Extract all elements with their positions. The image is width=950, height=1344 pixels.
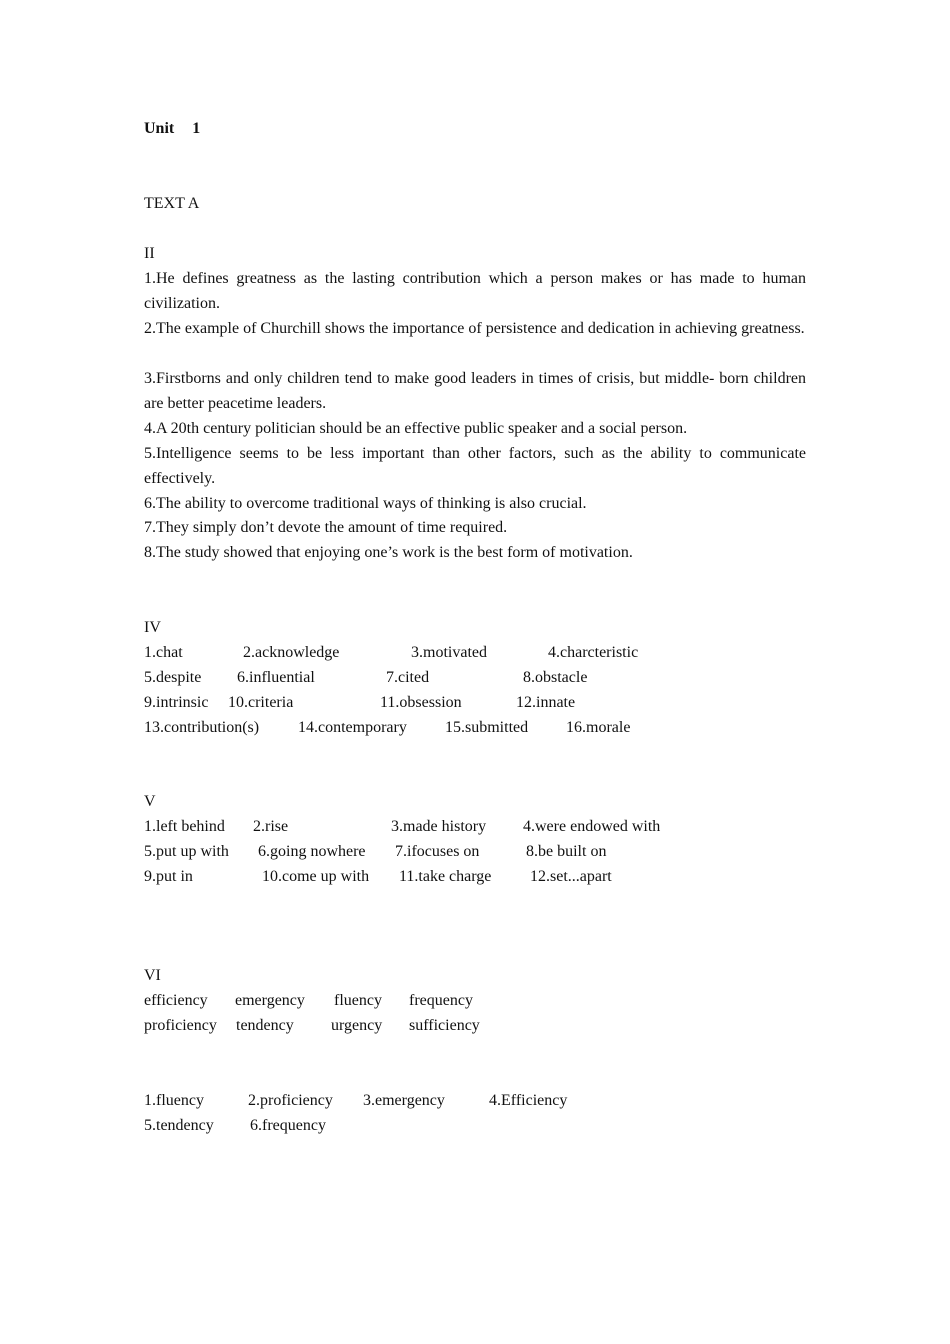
vocab-answer: 2.acknowledge <box>243 644 340 661</box>
phrase-answer: 4.were endowed with <box>523 818 661 835</box>
vocab-answer: 5.despite <box>144 669 202 686</box>
section-2-item-6: 6.The ability to overcome traditional ways of thinking is also crucial. <box>144 495 587 512</box>
word-form: proficiency <box>144 1017 217 1034</box>
section-2-item-5: 5.Intelligence seems to be less important than other factors, such as the ability to communicate effectively. <box>144 445 806 487</box>
section-6-heading: VI <box>144 967 161 984</box>
word-answer: 2.proficiency <box>248 1092 333 1109</box>
phrase-answer: 7.ifocuses on <box>395 843 480 860</box>
vocab-answer: 15.submitted <box>445 719 529 736</box>
section-2-item-2: 2.The example of Churchill shows the importance of persistence and dedication in achieving greatness. <box>144 320 805 337</box>
section-4-heading: IV <box>144 619 161 636</box>
word-answer: 6.frequency <box>250 1117 326 1134</box>
vocab-answer: 3.motivated <box>411 644 487 661</box>
phrase-answer: 10.come up with <box>262 868 370 885</box>
phrase-answer: 5.put up with <box>144 843 229 860</box>
word-form: fluency <box>334 992 382 1009</box>
section-2-item-1: 1.He defines greatness as the lasting contribution which a person makes or has made to human civilization. <box>144 270 806 312</box>
vocab-answer: 8.obstacle <box>523 669 588 686</box>
phrase-answer: 3.made history <box>391 818 487 835</box>
phrase-answer: 9.put in <box>144 868 193 885</box>
section-2-item-4: 4.A 20th century politician should be an effective public speaker and a social person. <box>144 420 688 437</box>
word-form: emergency <box>235 992 305 1009</box>
word-answer: 1.fluency <box>144 1092 204 1109</box>
phrase-answer: 12.set...apart <box>530 868 612 885</box>
phrase-answer: 11.take charge <box>399 868 492 885</box>
word-answer: 4.Efficiency <box>489 1092 568 1109</box>
vocab-answer: 10.criteria <box>228 694 294 711</box>
unit-title <box>144 116 200 141</box>
word-form: efficiency <box>144 992 208 1009</box>
unit-number: 1 <box>192 120 201 137</box>
vocab-answer: 9.intrinsic <box>144 694 209 711</box>
phrase-answer: 2.rise <box>253 818 289 835</box>
vocab-answer: 16.morale <box>566 719 631 736</box>
vocab-answer: 1.chat <box>144 644 183 661</box>
unit-label: Unit <box>144 120 175 137</box>
vocab-answer: 13.contribution(s) <box>144 719 260 736</box>
section-2-item-3: 3.Firstborns and only children tend to make good leaders in times of crisis, but middle- born children are better peacetime leaders. <box>144 370 806 412</box>
word-answer: 5.tendency <box>144 1117 214 1134</box>
section-5-heading: V <box>144 793 156 810</box>
vocab-answer: 7.cited <box>386 669 430 686</box>
vocab-answer: 4.charcteristic <box>548 644 639 661</box>
word-form: frequency <box>409 992 473 1009</box>
section-2-item-8: 8.The study showed that enjoying one’s work is the best form of motivation. <box>144 544 633 561</box>
word-form: tendency <box>236 1017 294 1034</box>
word-form: sufficiency <box>409 1017 480 1034</box>
phrase-answer: 8.be built on <box>526 843 607 860</box>
vocab-answer: 12.innate <box>516 694 576 711</box>
phrase-answer: 6.going nowhere <box>258 843 366 860</box>
vocab-answer: 11.obsession <box>380 694 462 711</box>
word-answer: 3.emergency <box>363 1092 445 1109</box>
vocab-answer: 14.contemporary <box>298 719 407 736</box>
word-form: urgency <box>331 1017 383 1034</box>
phrase-answer: 1.left behind <box>144 818 225 835</box>
vocab-answer: 6.influential <box>237 669 315 686</box>
section-2-heading: II <box>144 245 155 262</box>
section-2-item-7: 7.They simply don’t devote the amount of time required. <box>144 519 508 536</box>
text-label: TEXT A <box>144 195 200 212</box>
